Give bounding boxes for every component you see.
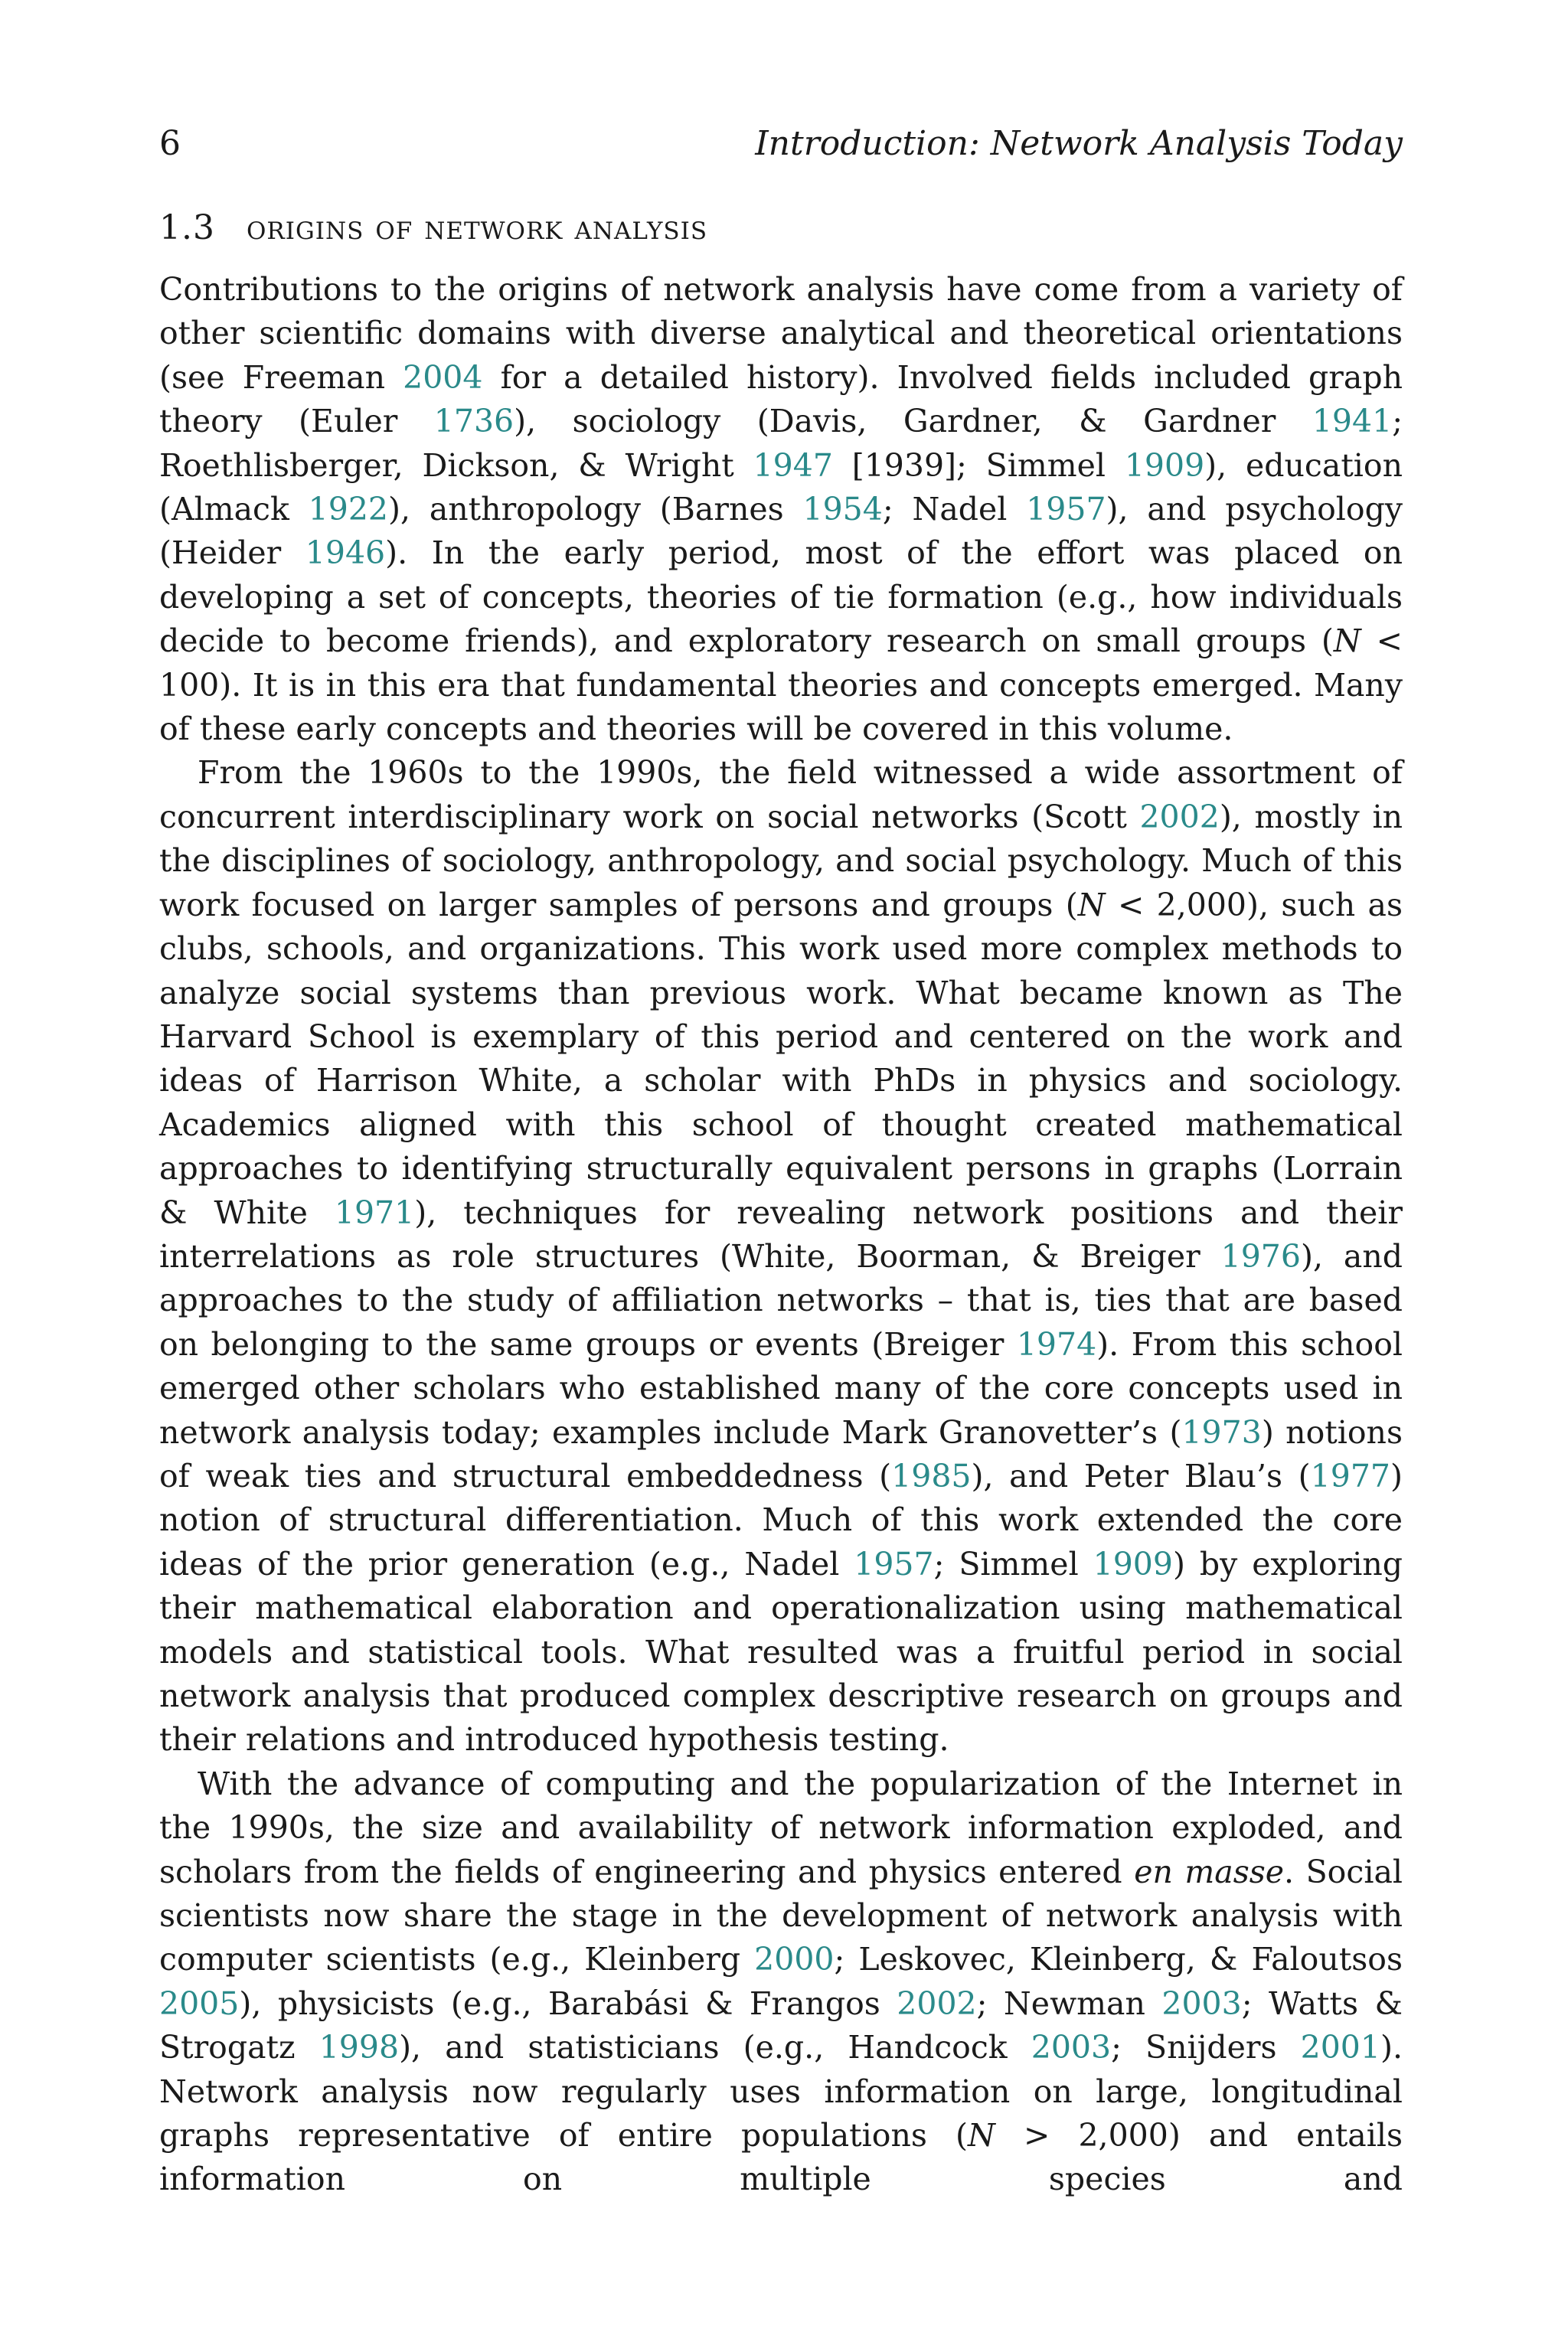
citation-year-link[interactable]: 1954 bbox=[802, 491, 883, 528]
citation-year-link[interactable]: 2002 bbox=[897, 1984, 977, 2022]
citation-year-link[interactable]: 1998 bbox=[318, 2029, 400, 2066]
italic-text: en masse bbox=[1134, 1853, 1285, 1890]
citation-year-link[interactable]: 1736 bbox=[433, 403, 514, 440]
citation-year-link[interactable]: 2000 bbox=[754, 1941, 835, 1978]
italic-text: N bbox=[968, 2117, 995, 2154]
section-title: origins of network analysis bbox=[246, 208, 708, 247]
paragraph-1: Contributions to the origins of network analysis have come from a variety of other scientific domains with diverse analytical and theoretical orientations (see Freeman 2004 for a detailed history). Involved fields included graph theory (Euler 1736), sociology (Davis, Gardner, & Gardner 1941; Roethlisberger, Dickson, & Wright 1947 [1939]; Simmel 1909), education (Almack 1922), anthropology (Barnes 1954; Nadel 1957), and psychology (Heider 1946). In the early period, most of the effort was placed on developing a set of concepts, theories of tie formation (e.g., how individuals decide to become friends), and exploratory research on small groups (N < 100). It is in this era that fundamental theories and concepts emerged. Many of these early concepts and theories will be covered in this volume. bbox=[159, 271, 1403, 748]
italic-text: N bbox=[1333, 622, 1361, 660]
citation-year-link[interactable]: 1946 bbox=[305, 534, 386, 572]
paragraph-3: With the advance of computing and the popularization of the Internet in the 1990s, the size and availability of network information exploded, and scholars from the fields of engineering and physics entered en masse. Social scientists now share the stage in the development of network analysis with computer scientists (e.g., Kleinberg 2000; Leskovec, Kleinberg, & Faloutsos 2005), physicists (e.g., Barabási & Frangos 2002; Newman 2003; Watts & Strogatz 1998), and statisticians (e.g., Handcock 2003; Snijders 2001). Network analysis now regularly uses information on large, longitudinal graphs representative of entire populations (N > 2,000) and entails information on multiple species and bbox=[159, 1765, 1403, 2198]
citation-year-link[interactable]: 2001 bbox=[1300, 2029, 1380, 2066]
italic-text: N bbox=[1077, 886, 1106, 923]
citation-year-link[interactable]: 1976 bbox=[1220, 1237, 1301, 1275]
citation-year-link[interactable]: 1957 bbox=[854, 1545, 934, 1583]
citation-year-link[interactable]: 1971 bbox=[334, 1194, 415, 1231]
citation-year-link[interactable]: 1909 bbox=[1124, 446, 1205, 484]
citation-year-link[interactable]: 1957 bbox=[1026, 491, 1106, 528]
citation-year-link[interactable]: 1973 bbox=[1181, 1413, 1262, 1451]
page bbox=[159, 122, 1403, 2202]
citation-year-link[interactable]: 2005 bbox=[159, 1984, 240, 2022]
citation-year-link[interactable]: 2003 bbox=[1031, 2029, 1112, 2066]
citation-year-link[interactable]: 1974 bbox=[1016, 1325, 1097, 1363]
running-title: Introduction: Network Analysis Today bbox=[755, 124, 1403, 163]
citation-year-link[interactable]: 1947 bbox=[753, 446, 833, 484]
citation-year-link[interactable]: 2003 bbox=[1161, 1984, 1242, 2022]
citation-year-link[interactable]: 1941 bbox=[1312, 403, 1393, 440]
citation-year-link[interactable]: 1977 bbox=[1310, 1457, 1390, 1494]
citation-year-link[interactable]: 2004 bbox=[403, 358, 483, 396]
section-number: 1.3 bbox=[159, 208, 215, 247]
body-text bbox=[159, 268, 1403, 2202]
section-heading bbox=[159, 207, 1403, 250]
citation-year-link[interactable]: 1922 bbox=[308, 491, 388, 528]
page-number: 6 bbox=[159, 124, 181, 163]
citation-year-link[interactable]: 1985 bbox=[891, 1457, 972, 1494]
citation-year-link[interactable]: 1909 bbox=[1093, 1545, 1173, 1583]
paragraph-2: From the 1960s to the 1990s, the field witnessed a wide assortment of concurrent interdisciplinary work on social networks (Scott 2002), mostly in the disciplines of sociology, anthropology, and social psychology. Much of this work focused on larger samples of persons and groups (N < 2,000), such as clubs, schools, and organizations. This work used more complex methods to analyze social systems than previous work. What became known as The Harvard School is exemplary of this period and centered on the work and ideas of Harrison White, a scholar with PhDs in physics and sociology. Academics aligned with this school of thought created mathematical approaches to identifying structurally equivalent persons in graphs (Lorrain & White 1971), techniques for revealing network positions and their interrelations as role structures (White, Boorman, & Breiger 1976), and approaches to the study of affiliation networks – that is, ties that are based on belonging to the same groups or events (Breiger 1974). From this school emerged other scholars who established many of the core concepts used in network analysis today; examples include Mark Granovetter’s (1973) notions of weak ties and structural embeddedness (1985), and Peter Blau’s (1977) notion of structural differentiation. Much of this work extended the core ideas of the prior generation (e.g., Nadel 1957; Simmel 1909) by exploring their mathematical elaboration and operationalization using mathematical models and statistical tools. What resulted was a fruitful period in social network analysis that produced complex descriptive research on groups and their relations and introduced hypothesis testing. bbox=[159, 754, 1403, 1759]
running-header bbox=[159, 122, 1403, 165]
citation-year-link[interactable]: 2002 bbox=[1139, 798, 1220, 835]
